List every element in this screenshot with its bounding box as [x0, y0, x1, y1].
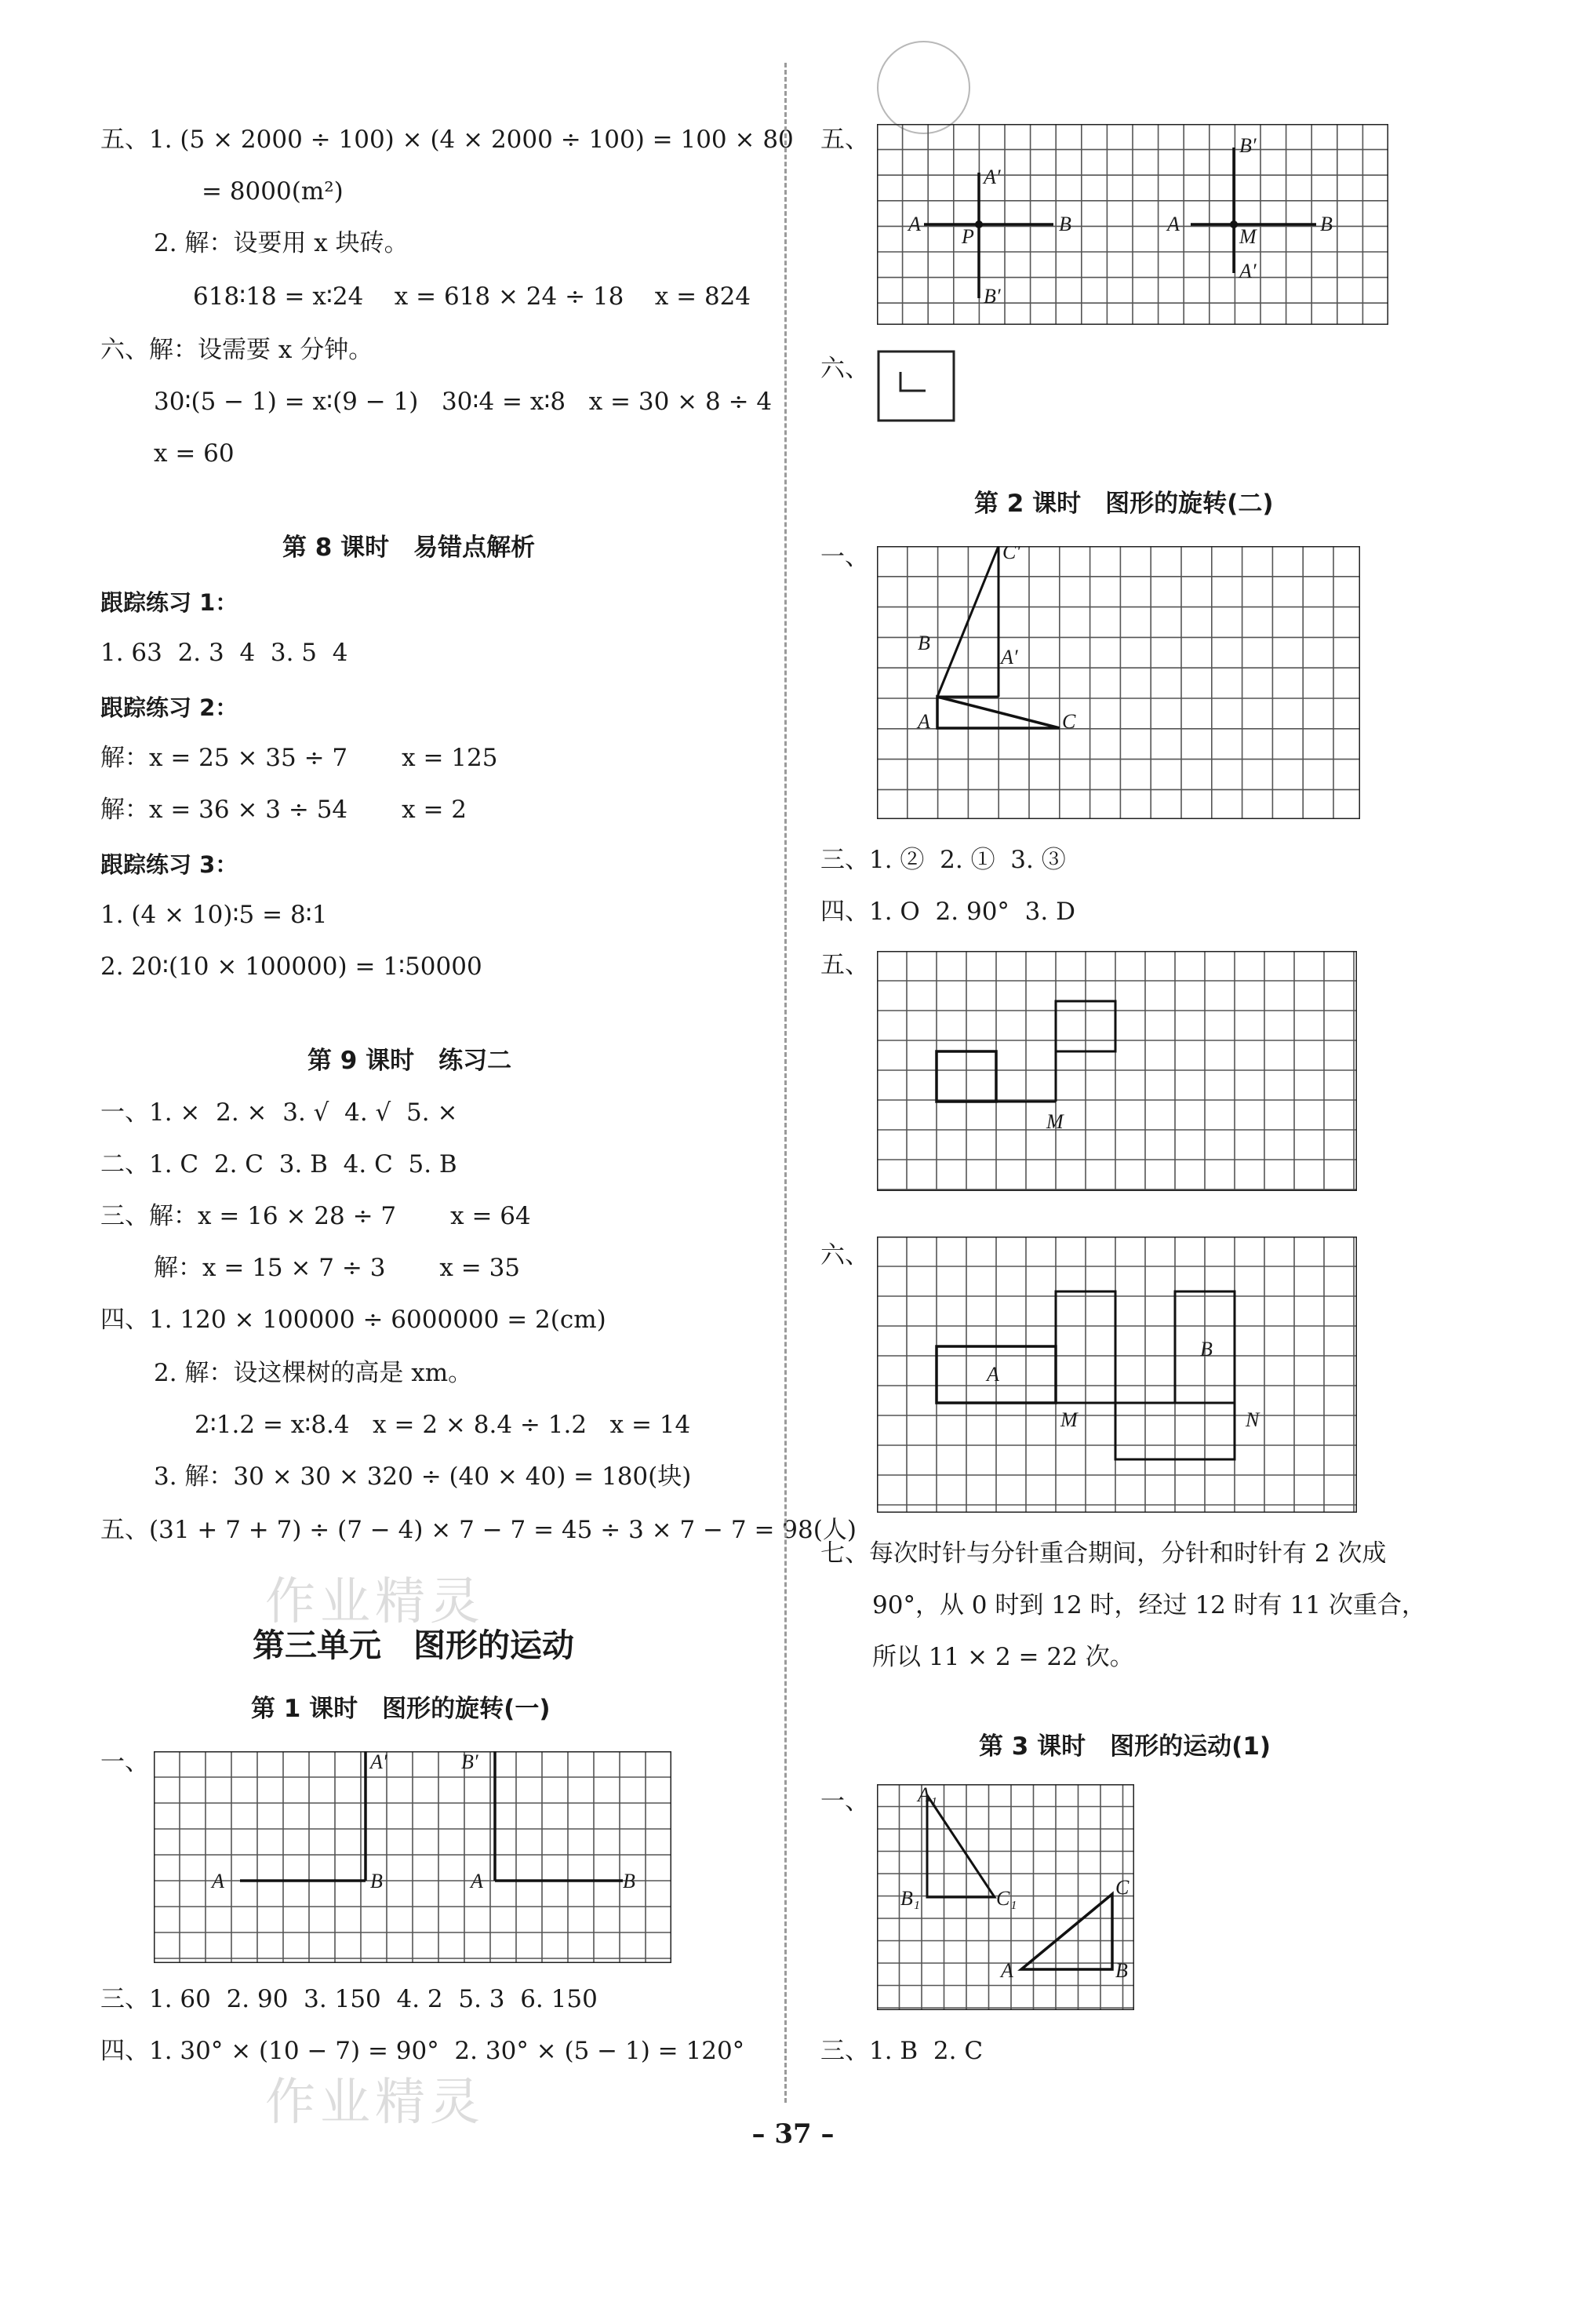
fig1-label-A-prime: A′ — [370, 1751, 387, 1773]
l-line-31: 四、1. 30° × (10 − 7) = 90° 2. 30° × (5 − 1) = 120° — [100, 2037, 745, 2065]
r3-label-C: C — [1115, 1876, 1129, 1899]
l-line-13: 解：x = 36 × 3 ÷ 54 x = 2 — [100, 796, 467, 824]
r-line-5: 三、1. ② 2. ① 3. ③ — [820, 846, 1066, 874]
fig1-label-A: A — [212, 1870, 224, 1892]
l-line-30: 三、1. 60 2. 90 3. 150 4. 2 5. 3 6. 150 — [100, 1985, 598, 2013]
l-line-29: 一、 — [100, 1748, 149, 1776]
fig1-label-B-prime: B′ — [461, 1751, 478, 1773]
grid-figure-r2-1 — [877, 546, 1360, 819]
r5-label-A: A — [908, 213, 921, 235]
section-heading-r3: 第 3 课时 图形的运动(1) — [979, 1732, 1271, 1761]
l-line-14: 跟踪练习 3： — [100, 851, 238, 878]
grid-figure-r5 — [877, 124, 1388, 325]
r-line-1: 五、 — [820, 126, 869, 154]
l-line-19: 二、1. C 2. C 3. B 4. C 5. B — [100, 1150, 457, 1178]
r2-1-label-B: B — [918, 632, 930, 654]
l-line-11: 跟踪练习 2： — [100, 694, 238, 721]
r3-label-A1: A₁ — [918, 1784, 937, 1806]
page-number: – 37 – — [751, 2118, 835, 2150]
r3-label-B: B — [1115, 1959, 1128, 1982]
section-heading-lesson1: 第 1 课时 图形的旋转(一) — [251, 1695, 551, 1723]
r-line-10: 90°，从 0 时到 12 时，经过 12 时有 11 次重合， — [872, 1591, 1426, 1619]
l-line-22: 四、1. 120 × 100000 ÷ 6000000 = 2(cm) — [100, 1306, 606, 1334]
r-line-14: 三、1. B 2. C — [820, 2037, 984, 2065]
l-line-6: 30∶(5 − 1) = x∶(9 − 1) 30∶4 = x∶8 x = 30 × 8 ÷ 4 — [154, 388, 773, 416]
r5-label-B2-prime: B′ — [1239, 134, 1257, 157]
r5-label-B-prime: B′ — [984, 285, 1001, 308]
r5-label-A2-prime: A′ — [1239, 260, 1257, 282]
r2-6-label-A: A — [987, 1363, 999, 1386]
small-square-figure — [877, 350, 955, 422]
l-line-21: 解：x = 15 × 7 ÷ 3 x = 35 — [154, 1254, 521, 1282]
l-line-16: 2. 20∶(10 × 100000) = 1∶50000 — [100, 953, 482, 981]
r3-label-C1: C₁ — [996, 1887, 1017, 1910]
watermark-2: 作业精灵 — [265, 2074, 485, 2132]
r2-1-label-A: A — [918, 710, 930, 733]
l-line-24: 2∶1.2 = x∶8.4 x = 2 × 8.4 ÷ 1.2 x = 14 — [195, 1411, 691, 1439]
l-line-4: 618∶18 = x∶24 x = 618 × 24 ÷ 18 x = 824 — [193, 282, 751, 311]
r-line-9: 七、每次时针与分针重合期间，分针和时针有 2 次成 — [820, 1539, 1387, 1568]
r5-label-P: P — [962, 225, 974, 248]
r-line-2: 六、 — [820, 355, 869, 383]
r2-1-label-C-prime: C′ — [1002, 546, 1021, 563]
r-line-13: 一、 — [820, 1787, 869, 1816]
r2-6-label-B: B — [1200, 1338, 1213, 1361]
r3-label-A: A — [1001, 1959, 1013, 1982]
l-line-15: 1. (4 × 10)∶5 = 8∶1 — [100, 901, 328, 929]
l-line-18: 一、1. × 2. × 3. √ 4. √ 5. × — [100, 1098, 458, 1127]
watermark-1: 作业精灵 — [265, 1573, 485, 1631]
stamp-seal — [877, 41, 970, 134]
l-line-26: 五、(31 + 7 + 7) ÷ (7 − 4) × 7 − 7 = 45 ÷ 3 × 7 − 7 = 98(人) — [100, 1516, 857, 1544]
r5-label-B: B — [1059, 213, 1071, 235]
l-line-2: = 8000(m²) — [202, 177, 344, 206]
r5-label-A2: A — [1167, 213, 1180, 235]
l-line-23: 2. 解：设这棵树的高是 xm。 — [154, 1359, 473, 1387]
grid-figure-rotation-1 — [154, 1751, 671, 1963]
r2-5-label-M: M — [1046, 1110, 1064, 1133]
section-heading-lesson9: 第 9 课时 练习二 — [307, 1047, 512, 1075]
r2-1-label-C: C — [1062, 710, 1076, 733]
grid-figure-r2-5 — [877, 951, 1357, 1191]
l-line-3: 2. 解：设要用 x 块砖。 — [154, 229, 409, 257]
l-line-7: x = 60 — [154, 439, 235, 468]
unit-heading: 第三单元 图形的运动 — [253, 1626, 574, 1664]
fig1-label-A2: A — [471, 1870, 483, 1892]
r-line-6: 四、1. O 2. 90° 3. D — [820, 898, 1075, 926]
r-line-11: 所以 11 × 2 = 22 次。 — [872, 1643, 1134, 1671]
r5-label-B2: B — [1320, 213, 1333, 235]
r-line-4: 一、 — [820, 543, 869, 571]
l-line-12: 解：x = 25 × 35 ÷ 7 x = 125 — [100, 744, 498, 772]
l-line-20: 三、解：x = 16 × 28 ÷ 7 x = 64 — [100, 1202, 531, 1230]
grid-figure-r2-6 — [877, 1237, 1357, 1513]
r2-1-label-A-prime: A′ — [1001, 646, 1018, 668]
grid-figure-r3-1 — [877, 1784, 1134, 2010]
r5-label-M: M — [1239, 225, 1257, 248]
r5-label-A-prime: A′ — [984, 166, 1001, 188]
fig1-label-B2: B — [623, 1870, 635, 1892]
section-heading-lesson8: 第 8 课时 易错点解析 — [282, 534, 536, 562]
l-line-5: 六、解：设需要 x 分钟。 — [100, 336, 373, 364]
l-line-25: 3. 解：30 × 30 × 320 ÷ (40 × 40) = 180(块) — [154, 1463, 692, 1491]
r2-6-label-M: M — [1060, 1408, 1078, 1431]
l-line-9: 跟踪练习 1： — [100, 589, 238, 616]
column-divider — [784, 63, 787, 2103]
fig1-label-B: B — [370, 1870, 383, 1892]
l-line-1: 五、1. (5 × 2000 ÷ 100) × (4 × 2000 ÷ 100) = 100 × 80 — [100, 126, 794, 154]
section-heading-r2: 第 2 课时 图形的旋转(二) — [974, 490, 1274, 518]
r-line-7: 五、 — [820, 951, 869, 979]
r2-6-label-N: N — [1246, 1408, 1260, 1431]
r3-label-B1: B₁ — [900, 1887, 920, 1910]
r-line-8: 六、 — [820, 1241, 869, 1269]
l-line-10: 1. 63 2. 3 4 3. 5 4 — [100, 639, 348, 667]
